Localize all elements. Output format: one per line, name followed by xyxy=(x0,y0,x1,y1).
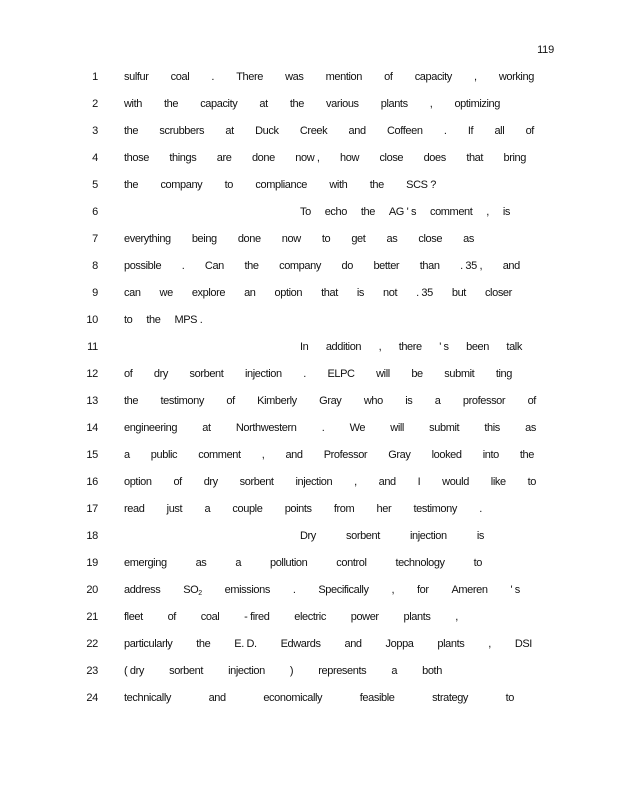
word: - fired xyxy=(244,611,270,623)
word: get xyxy=(351,233,366,245)
transcript-line xyxy=(0,314,618,328)
transcript-line xyxy=(0,152,618,166)
word: at xyxy=(225,125,234,137)
word: dry xyxy=(153,368,168,380)
word: I xyxy=(417,476,421,488)
line-text xyxy=(124,449,534,461)
word: now , xyxy=(295,152,320,164)
line-text xyxy=(124,179,436,191)
word: injection xyxy=(228,665,265,677)
transcript-line xyxy=(0,638,618,652)
line-number: 11 xyxy=(87,341,98,353)
word: . xyxy=(479,503,482,515)
word: . xyxy=(443,125,447,137)
line-number: 23 xyxy=(86,665,98,677)
word: technically xyxy=(124,692,171,704)
word: capacity xyxy=(200,98,238,110)
word: injection xyxy=(409,530,447,542)
line-text xyxy=(124,287,512,299)
word: an xyxy=(244,287,256,299)
word: to xyxy=(505,692,514,704)
word: of xyxy=(226,395,235,407)
page-number: 119 xyxy=(537,44,554,56)
word: Edwards xyxy=(280,638,321,650)
line-text xyxy=(124,260,520,272)
word: and xyxy=(285,449,303,461)
transcript-line xyxy=(0,395,618,409)
line-number: 8 xyxy=(92,260,98,272)
line-number: 17 xyxy=(86,503,98,515)
word: addition xyxy=(325,341,362,353)
line-number: 19 xyxy=(86,557,98,569)
word: the xyxy=(146,314,161,326)
word: how xyxy=(340,152,359,164)
line-number: 2 xyxy=(92,98,98,110)
word: at xyxy=(202,422,211,434)
word: Creek xyxy=(299,125,328,137)
word: to xyxy=(224,179,234,191)
line-number: 16 xyxy=(86,476,98,488)
word: being xyxy=(191,233,217,245)
word: as xyxy=(195,557,207,569)
word: a xyxy=(391,665,398,677)
word: option xyxy=(274,287,303,299)
word: possible xyxy=(124,260,162,272)
word: to xyxy=(321,233,331,245)
word: of xyxy=(124,368,133,380)
word: into xyxy=(482,449,499,461)
line-number: 10 xyxy=(86,314,98,326)
word: all xyxy=(494,125,505,137)
word: everything xyxy=(124,233,171,245)
word: ELPC xyxy=(327,368,355,380)
word: of xyxy=(527,395,536,407)
word: who xyxy=(363,395,383,407)
word: ( dry xyxy=(124,665,145,677)
word: . 35 , xyxy=(460,260,483,272)
word: was xyxy=(285,71,304,83)
word: of xyxy=(525,125,534,137)
line-number: 7 xyxy=(92,233,98,245)
word: public xyxy=(150,449,178,461)
word: . xyxy=(292,584,296,596)
word: . xyxy=(321,422,325,434)
word: at xyxy=(259,98,268,110)
line-number: 21 xyxy=(86,611,98,623)
word: the xyxy=(519,449,534,461)
word: strategy xyxy=(432,692,469,704)
word: sulfur xyxy=(124,71,149,83)
line-number: 15 xyxy=(86,449,98,461)
word: AG ' s xyxy=(388,206,417,218)
transcript-line xyxy=(0,98,618,112)
word: the xyxy=(124,395,139,407)
line-text xyxy=(300,530,484,542)
word: couple xyxy=(232,503,263,515)
word: to xyxy=(124,314,133,326)
transcript-line xyxy=(0,233,618,247)
word: comment xyxy=(198,449,241,461)
word: DSI xyxy=(514,638,532,650)
line-number: 6 xyxy=(92,206,98,218)
word: various xyxy=(326,98,359,110)
word: close xyxy=(379,152,404,164)
word: particularly xyxy=(124,638,173,650)
word: is xyxy=(405,395,413,407)
word: plants xyxy=(380,98,408,110)
word: plants xyxy=(403,611,431,623)
line-number: 5 xyxy=(92,179,98,191)
word: will xyxy=(376,368,390,380)
word: represents xyxy=(318,665,367,677)
word: submit xyxy=(429,422,460,434)
word: points xyxy=(284,503,312,515)
transcript-line xyxy=(0,71,618,85)
word: optimizing xyxy=(454,98,500,110)
word: sorbent xyxy=(169,665,203,677)
word: a xyxy=(235,557,242,569)
word: scrubbers xyxy=(159,125,205,137)
word: the xyxy=(124,179,139,191)
line-number: 20 xyxy=(86,584,98,596)
word: compliance xyxy=(255,179,308,191)
word: that xyxy=(466,152,484,164)
word: explore xyxy=(191,287,226,299)
word: both xyxy=(422,665,442,677)
word: coal xyxy=(170,71,190,83)
word: things xyxy=(169,152,197,164)
word: does xyxy=(423,152,446,164)
word: a xyxy=(434,395,441,407)
word: . xyxy=(211,71,215,83)
word: engineering xyxy=(124,422,178,434)
word: dry xyxy=(203,476,218,488)
formula-subscript: 2 xyxy=(198,590,202,597)
word: of xyxy=(384,71,393,83)
word: a xyxy=(204,503,211,515)
word: there xyxy=(398,341,422,353)
word: than xyxy=(419,260,440,272)
word: fleet xyxy=(124,611,143,623)
line-number: 14 xyxy=(86,422,98,434)
word: Specifically xyxy=(318,584,369,596)
transcript-line xyxy=(0,665,618,679)
formula-base: SO xyxy=(183,584,199,596)
word: Can xyxy=(204,260,224,272)
word: capacity xyxy=(414,71,452,83)
word: power xyxy=(350,611,379,623)
word: feasible xyxy=(359,692,395,704)
word: Joppa xyxy=(385,638,414,650)
word: better xyxy=(373,260,400,272)
line-text xyxy=(124,665,442,677)
word: done xyxy=(251,152,275,164)
word: Dry xyxy=(300,530,316,542)
word: working xyxy=(498,71,534,83)
word: ) xyxy=(289,665,294,677)
word: the xyxy=(369,179,384,191)
line-text xyxy=(124,98,500,110)
line-number: 9 xyxy=(92,287,98,299)
word: E. D. xyxy=(234,638,257,650)
line-text xyxy=(124,584,520,597)
line-text xyxy=(124,314,202,326)
word: the xyxy=(164,98,179,110)
line-text xyxy=(124,476,536,488)
word: Kimberly xyxy=(257,395,297,407)
word: Northwestern xyxy=(235,422,297,434)
word: In xyxy=(300,341,309,353)
line-text xyxy=(124,71,534,83)
word: comment xyxy=(429,206,473,218)
word: from xyxy=(333,503,355,515)
word: to xyxy=(473,557,482,569)
word: . 35 xyxy=(416,287,433,299)
word: emerging xyxy=(124,557,167,569)
transcript-line xyxy=(0,287,618,301)
word: been xyxy=(466,341,489,353)
word: echo xyxy=(324,206,347,218)
word: the xyxy=(360,206,375,218)
word: , xyxy=(261,449,265,461)
transcript-line xyxy=(0,179,618,193)
word: If xyxy=(467,125,474,137)
word: will xyxy=(390,422,404,434)
line-number: 4 xyxy=(92,152,98,164)
word: as xyxy=(463,233,474,245)
word: Coffeen xyxy=(387,125,423,137)
transcript-line xyxy=(0,611,618,625)
word: are xyxy=(216,152,232,164)
word: injection xyxy=(295,476,333,488)
word: the xyxy=(196,638,211,650)
word: to xyxy=(527,476,536,488)
transcript-line xyxy=(0,530,618,544)
chemical-formula xyxy=(183,584,202,597)
word: company xyxy=(160,179,203,191)
word: control xyxy=(336,557,367,569)
transcript-line xyxy=(0,584,618,598)
line-text xyxy=(124,503,482,515)
transcript-line xyxy=(0,449,618,463)
word: ' s xyxy=(439,341,449,353)
transcript-line xyxy=(0,476,618,490)
word: testimony xyxy=(160,395,204,407)
word: , xyxy=(391,584,395,596)
word: the xyxy=(124,125,139,137)
word: is xyxy=(502,206,510,218)
word: , xyxy=(455,611,458,623)
word: and xyxy=(502,260,520,272)
transcript-line xyxy=(0,557,618,571)
word: SCS ? xyxy=(406,179,436,191)
word: and xyxy=(208,692,226,704)
word: is xyxy=(356,287,365,299)
word: professor xyxy=(462,395,506,407)
word: ting xyxy=(495,368,512,380)
line-text xyxy=(124,233,474,245)
line-text xyxy=(124,422,536,434)
word: address xyxy=(124,584,161,596)
word: talk xyxy=(506,341,522,353)
line-number: 22 xyxy=(86,638,98,650)
transcript-line xyxy=(0,125,618,139)
line-text xyxy=(124,611,458,623)
word: and xyxy=(344,638,362,650)
word: , xyxy=(488,638,491,650)
word: Gray xyxy=(319,395,342,407)
word: bring xyxy=(503,152,526,164)
word: coal xyxy=(200,611,220,623)
line-text xyxy=(300,206,510,218)
word: , xyxy=(429,98,433,110)
word: be xyxy=(411,368,423,380)
transcript-line xyxy=(0,368,618,382)
word: pollution xyxy=(269,557,308,569)
word: we xyxy=(159,287,173,299)
word: close xyxy=(418,233,443,245)
word: Gray xyxy=(388,449,411,461)
word: as xyxy=(525,422,536,434)
word: economically xyxy=(263,692,323,704)
transcript-line xyxy=(0,422,618,436)
word: can xyxy=(124,287,141,299)
line-text xyxy=(124,557,482,569)
word: plants xyxy=(437,638,465,650)
line-text xyxy=(124,692,514,704)
word: sorbent xyxy=(189,368,224,380)
word: with xyxy=(124,98,142,110)
word: that xyxy=(321,287,338,299)
word: this xyxy=(484,422,500,434)
word: . xyxy=(181,260,185,272)
line-number: 12 xyxy=(86,368,98,380)
word: a xyxy=(124,449,130,461)
word: sorbent xyxy=(346,530,380,542)
word: submit xyxy=(444,368,475,380)
word: her xyxy=(376,503,392,515)
line-number: 1 xyxy=(92,71,98,83)
word: Ameren xyxy=(451,584,488,596)
word: . xyxy=(303,368,306,380)
word: like xyxy=(490,476,506,488)
line-number: 24 xyxy=(86,692,98,704)
word: technology xyxy=(395,557,445,569)
word: those xyxy=(124,152,149,164)
word: not xyxy=(383,287,398,299)
word: and xyxy=(378,476,396,488)
word: just xyxy=(166,503,183,515)
word: Professor xyxy=(323,449,368,461)
line-number: 3 xyxy=(92,125,98,137)
transcript-line xyxy=(0,341,618,355)
transcript-line xyxy=(0,503,618,517)
word: emissions xyxy=(224,584,270,596)
word: , xyxy=(354,476,357,488)
word: To xyxy=(300,206,311,218)
word: the xyxy=(289,98,304,110)
word: , xyxy=(474,71,477,83)
word: sorbent xyxy=(239,476,274,488)
word: mention xyxy=(325,71,362,83)
line-number: 13 xyxy=(86,395,98,407)
word: done xyxy=(237,233,261,245)
line-text xyxy=(124,638,532,650)
word: option xyxy=(124,476,152,488)
word: read xyxy=(124,503,145,515)
word: MPS . xyxy=(174,314,203,326)
word: Duck xyxy=(255,125,279,137)
word: as xyxy=(386,233,398,245)
word: but xyxy=(451,287,466,299)
word: We xyxy=(349,422,366,434)
line-number: 18 xyxy=(86,530,98,542)
word: electric xyxy=(294,611,326,623)
line-text xyxy=(124,125,534,137)
word: do xyxy=(341,260,353,272)
line-text xyxy=(300,341,522,353)
word: , xyxy=(378,341,382,353)
word: is xyxy=(476,530,484,542)
line-text xyxy=(124,395,536,407)
transcript-line xyxy=(0,206,618,220)
word: , xyxy=(486,206,489,218)
word: for xyxy=(416,584,429,596)
word: closer xyxy=(484,287,512,299)
word: company xyxy=(279,260,321,272)
word: and xyxy=(348,125,366,137)
word: of xyxy=(167,611,176,623)
word: now xyxy=(281,233,301,245)
word: would xyxy=(442,476,469,488)
transcript-line xyxy=(0,260,618,274)
word: testimony xyxy=(413,503,457,515)
word: looked xyxy=(431,449,462,461)
word: There xyxy=(236,71,263,83)
word: ' s xyxy=(510,584,520,596)
word: injection xyxy=(244,368,282,380)
word: of xyxy=(173,476,182,488)
transcript-line xyxy=(0,692,618,706)
word: the xyxy=(244,260,259,272)
line-text xyxy=(124,368,512,380)
word: with xyxy=(329,179,348,191)
line-text xyxy=(124,152,526,164)
